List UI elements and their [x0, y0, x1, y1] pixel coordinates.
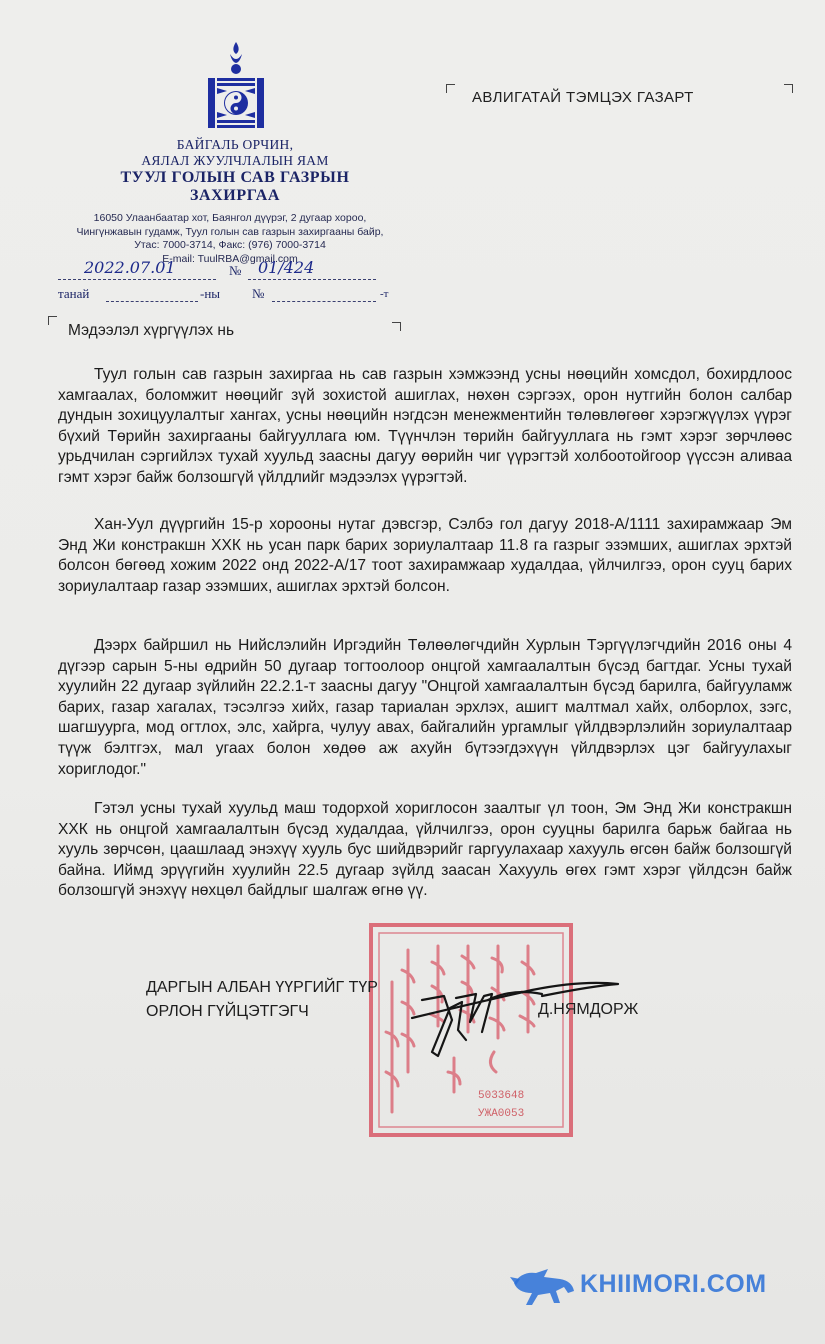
- horse-logo-icon: [508, 1263, 588, 1309]
- paragraph-text: Гэтэл усны тухай хуульд маш тодорхой хориглосон заалтыг үл тоон, Эм Энд Жи констракшн ХХК нь онцгой хамгаалалтын бүсэд худалдаа, үйлчилгээ, орон сууцны барилга барьж байгаа нь хууль зөрчсөн, цаашлаад энэхүү хууль бус шийдвэрийг гаргуулахаар хахууль өгсөн байж болзошгүй байна. Иймд эрүүгийн хуулийн 22.5 дугаар зүйлд заасан Хахууль өгөх гэмт хэрэг үйлдсэн байж болзошгүй энэхүү нөхцөл байдлыг шалгаж өгнө үү.: [58, 800, 792, 900]
- handwritten-number: 01/424: [258, 258, 315, 277]
- reply-number-label: №: [252, 286, 265, 301]
- subject-corner-mark: [392, 322, 401, 331]
- subject-corner-mark: [48, 316, 57, 325]
- reply-suffix: -т: [380, 288, 389, 300]
- signatory-title-line1: ДАРГЫН АЛБАН ҮҮРГИЙГ ТҮР: [146, 979, 378, 996]
- signatory-name: Д.НЯМДОРЖ: [538, 1001, 639, 1018]
- reply-number-underline: [272, 301, 376, 302]
- recipient: АВЛИГАТАЙ ТЭМЦЭХ ГАЗАРТ: [472, 89, 694, 106]
- organization-header: [90, 137, 380, 205]
- contact-email-line: E-mail: TuulRBA@gmail.com: [162, 252, 298, 265]
- number-label: №: [229, 263, 242, 278]
- signatory-title-line2: ОРЛОН ГҮЙЦЭТГЭГЧ: [146, 1003, 309, 1020]
- address-line: 16050 Улаанбаатар хот, Баянгол дүүрэг, 2 дугаар хороо,: [93, 212, 367, 224]
- recipient-corner-mark: [784, 84, 793, 93]
- organization-name-line2: ЗАХИРГАА: [189, 187, 281, 204]
- number-underline: [248, 279, 376, 280]
- watermark-text: KHIIMORI.COM: [580, 1270, 767, 1298]
- ministry-name-line2: АЯЛАЛ ЖУУЛЧЛАЛЫН ЯАМ: [141, 153, 329, 168]
- paragraph-text: Дээрх байршил нь Нийслэлийн Иргэдийн Төлөөлөгчдийн Хурлын Тэргүүлэгчдийн 2016 оны 4 дүгээр сарын 5-ны өдрийн 50 дугаар тогтоолоор онцгой хамгаалалтын бүсэд багтдаг. Усны тухай хуулийн 22 дугаар зүйлийн 22.2.1-т заасны дагуу "Онцгой хамгаалалтын бүсэд барилга, байгууламж барих, газар хагалах, тэсэлгээ хийх, газар тариалан эрхлэх, ашигт малтмал хайх, олборлох, зэгс, шагшуурга, мод огтлох, элс, хайрга, чулуу авах, байгалийн ургамлыг үйлдвэрлэлийн зориулалтаар түүж бэлтгэх, мал угаах болон хөдөө аж ахуйн бүтээгдэхүүн үйлдвэрлэх цэг байгуулахыг хориглодог.": [58, 637, 792, 778]
- letter-subject: Мэдээлэл хүргүүлэх нь: [68, 322, 235, 339]
- address-line: Чингүнжавын гудамж, Туул голын сав газрын захиргааны байр,: [76, 225, 384, 238]
- body-paragraph: [58, 799, 792, 902]
- paragraph-text: Туул голын сав газрын захиргаа нь сав газрын хэмжээнд усны нөөцийн хомсдол, бохирдлоос хамгаалах, боломжит нөөцийг зүй зохистой ашиглах, нөхөн сэргээх, орон нутгийн болон салбар дундын зохицуулалтыг хангах, усны нөөцийн нэгдсэн менежментийн төлөвлөгөөг хэрэгжүүлэх үүрэг бүхий Төрийн захиргааны байгууллага юм. Түүнчлэн төрийн байгууллага нь гэмт хэрэг зөрчлөөс урьдчилан сэргийлэх тухай хуульд заасны дагуу өөрийн чиг үүрэгтэй холбоотойгоор үүссэн аливаа гэмт хэрэг байж болзошгүй үйлдлийг мэдээлэх үүрэгтэй.: [58, 366, 792, 486]
- stamp-code: УЖА0053: [478, 1108, 525, 1120]
- date-underline: [58, 279, 216, 280]
- recipient-corner-mark: [446, 84, 455, 93]
- reply-middle: -ны: [200, 286, 221, 301]
- body-paragraph: [58, 636, 792, 780]
- body-paragraph: [58, 515, 792, 597]
- organization-name-line1: ТУУЛ ГОЛЫН САВ ГАЗРЫН: [120, 169, 350, 186]
- reply-date-underline: [106, 301, 198, 302]
- stamp-number: 5033648: [478, 1090, 525, 1102]
- reply-prefix: танай: [58, 286, 90, 301]
- ministry-name-line1: БАЙГАЛЬ ОРЧИН,: [176, 137, 294, 152]
- soyombo-emblem-icon: [203, 40, 269, 132]
- handwritten-date: 2022.07.01: [84, 258, 176, 277]
- paragraph-text: Хан-Уул дүүргийн 15-р хорооны нутаг дэвсгэр, Сэлбэ гол дагуу 2018-А/1111 захирамжаар Эм Энд Жи констракшн ХХК нь усан парк барих зориулалтаар 11.8 га газрыг эзэмших, ашиглах эрхтэй болсон бөгөөд хожим 2022 онд 2022-А/17 тоот захирамжаар худалдаа, үйлчилгээ, орон сууц барих зориулалтаар газар эзэмших, ашиглах эрхтэй болсон.: [58, 516, 792, 595]
- body-paragraph: [58, 365, 792, 489]
- signatory-title: [146, 976, 378, 1024]
- contact-phone-line: Утас: 7000-3714, Факс: (976) 7000-3714: [134, 239, 326, 251]
